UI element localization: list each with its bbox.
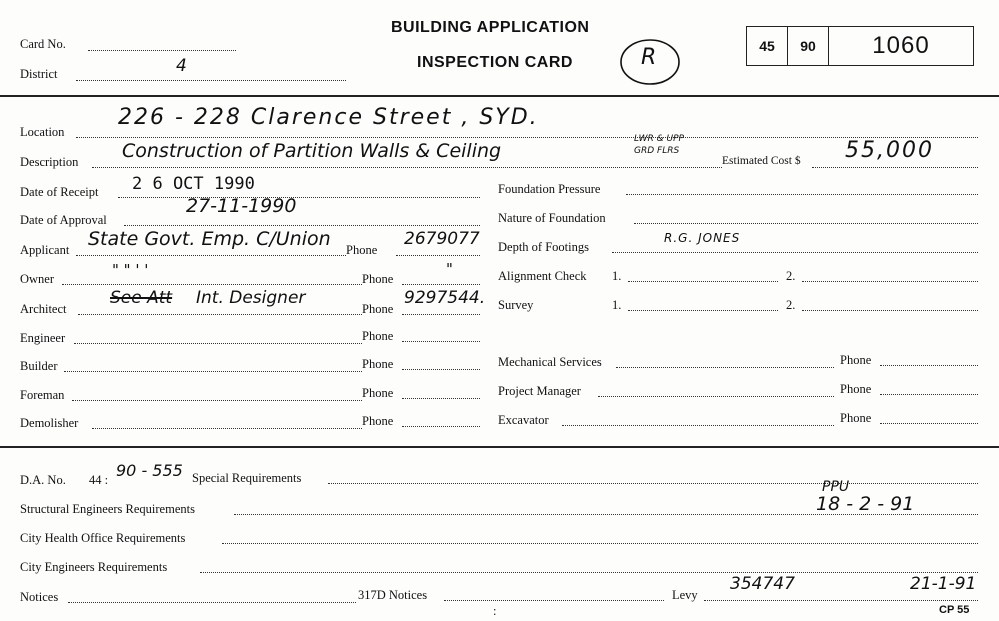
nature-of-foundation-line	[634, 223, 978, 224]
survey-line-2	[802, 310, 978, 311]
excavator-line	[562, 425, 834, 426]
estimated-cost-value: 55,000	[845, 138, 934, 163]
survey-line-1	[628, 310, 778, 311]
estimated-cost-line	[812, 167, 978, 168]
district-line	[76, 80, 346, 81]
description-label: Description	[20, 155, 79, 169]
depth-of-footings-label: Depth of Footings	[498, 240, 589, 254]
depth-of-footings-line	[612, 252, 978, 253]
colon-mark: :	[493, 604, 497, 618]
mechanical-services-phone-line	[880, 365, 978, 366]
estimated-cost-label: Estimated Cost $	[722, 155, 801, 167]
foundation-pressure-line	[626, 194, 978, 195]
project-manager-phone-line	[880, 394, 978, 395]
circled-mark-letter: R	[641, 45, 657, 70]
date-of-approval-label: Date of Approval	[20, 213, 107, 227]
city-engineers-label: City Engineers Requirements	[20, 560, 168, 574]
builder-line	[64, 371, 362, 372]
applicant-phone-line	[396, 255, 480, 256]
demolisher-line	[92, 428, 362, 429]
survey-num-2: 2.	[786, 298, 796, 312]
alignment-check-line-2	[802, 281, 978, 282]
da-prefix: 44 :	[89, 473, 109, 487]
structural-engineers-label: Structural Engineers Requirements	[20, 502, 195, 516]
ppu-note: PPU	[822, 479, 850, 495]
mechanical-services-phone-label: Phone	[840, 353, 872, 367]
architect-value: Int. Designer	[196, 288, 306, 308]
engineer-label: Engineer	[20, 331, 66, 345]
levy-label: Levy	[672, 588, 698, 602]
code-box-3: 1060	[828, 26, 974, 66]
survey-num-1: 1.	[612, 298, 622, 312]
alignment-check-num-1: 1.	[612, 269, 622, 283]
owner-phone-line	[402, 284, 480, 285]
card-no-label: Card No.	[20, 37, 66, 51]
demolisher-label: Demolisher	[20, 416, 79, 430]
location-value: 226 - 228 Clarence Street , SYD.	[118, 105, 539, 130]
lower-divider	[0, 446, 999, 448]
levy-line	[704, 600, 978, 601]
foundation-pressure-label: Foundation Pressure	[498, 182, 601, 196]
architect-phone-line	[402, 314, 480, 315]
applicant-phone-value: 2679077	[404, 229, 480, 249]
city-health-line	[222, 543, 978, 544]
levy-date: 21-1-91	[910, 574, 977, 594]
location-label: Location	[20, 125, 65, 139]
special-requirements-label: Special Requirements	[192, 471, 302, 485]
alignment-check-line-1	[628, 281, 778, 282]
excavator-phone-label: Phone	[840, 411, 872, 425]
special-requirements-line	[328, 483, 978, 484]
foreman-phone-label: Phone	[362, 386, 394, 400]
builder-label: Builder	[20, 359, 58, 373]
code-box-1: 45	[746, 26, 788, 66]
architect-label: Architect	[20, 302, 67, 316]
engineer-line	[74, 343, 362, 344]
engineer-phone-line	[402, 341, 480, 342]
depth-of-footings-value: R.G. JONES	[664, 231, 741, 245]
survey-label: Survey	[498, 298, 534, 312]
city-health-label: City Health Office Requirements	[20, 531, 186, 545]
header-divider	[0, 95, 999, 97]
date-of-receipt-label: Date of Receipt	[20, 185, 99, 199]
owner-phone-label: Phone	[362, 272, 394, 286]
notices-317d-label: 317D Notices	[358, 588, 428, 602]
owner-line	[62, 284, 362, 285]
architect-phone-value: 9297544.	[404, 288, 486, 308]
da-value: 90 - 555	[116, 461, 183, 480]
demolisher-phone-line	[402, 426, 480, 427]
description-value: Construction of Partition Walls & Ceiling	[122, 140, 502, 162]
applicant-label: Applicant	[20, 243, 70, 257]
applicant-value: State Govt. Emp. C/Union	[88, 228, 331, 250]
district-label: District	[20, 67, 58, 81]
owner-value: " " ' '	[112, 261, 149, 279]
builder-phone-label: Phone	[362, 357, 394, 371]
excavator-phone-line	[880, 423, 978, 424]
alignment-check-num-2: 2.	[786, 269, 796, 283]
card-title-line2: INSPECTION CARD	[417, 54, 573, 71]
applicant-line	[76, 255, 346, 256]
foreman-line	[72, 400, 362, 401]
project-manager-line	[598, 396, 834, 397]
alignment-check-label: Alignment Check	[498, 269, 587, 283]
foreman-label: Foreman	[20, 388, 65, 402]
demolisher-phone-label: Phone	[362, 414, 394, 428]
applicant-phone-label: Phone	[346, 243, 378, 257]
da-no-label: D.A. No.	[20, 473, 66, 487]
code-box-2: 90	[787, 26, 829, 66]
mechanical-services-label: Mechanical Services	[498, 355, 602, 369]
ppu-date: 18 - 2 - 91	[816, 493, 915, 515]
architect-phone-label: Phone	[362, 302, 394, 316]
date-of-approval-value: 27-11-1990	[186, 195, 297, 217]
engineer-phone-label: Phone	[362, 329, 394, 343]
description-line	[92, 167, 722, 168]
description-note-1: LWR & UPP	[634, 134, 684, 144]
project-manager-label: Project Manager	[498, 384, 581, 398]
date-of-approval-line	[124, 225, 480, 226]
foreman-phone-line	[402, 398, 480, 399]
form-code: CP 55	[939, 604, 970, 616]
nature-of-foundation-label: Nature of Foundation	[498, 211, 606, 225]
description-note-2: GRD FLRS	[634, 146, 680, 156]
mechanical-services-line	[616, 367, 834, 368]
levy-value: 354747	[730, 574, 795, 594]
excavator-label: Excavator	[498, 413, 549, 427]
district-value: 4	[176, 56, 187, 76]
architect-struck-value: See Att	[110, 288, 173, 308]
builder-phone-line	[402, 369, 480, 370]
project-manager-phone-label: Phone	[840, 382, 872, 396]
city-engineers-line	[200, 572, 978, 573]
notices-label: Notices	[20, 590, 59, 604]
notices-line	[68, 602, 356, 603]
architect-line	[78, 314, 362, 315]
notices-317d-line	[444, 600, 664, 601]
date-of-receipt-value: 2 6 OCT 1990	[132, 174, 255, 194]
date-of-receipt-line	[118, 197, 480, 198]
location-line	[76, 137, 978, 138]
card-title-line1: BUILDING APPLICATION	[391, 19, 590, 36]
owner-label: Owner	[20, 272, 55, 286]
card-no-line	[88, 50, 236, 51]
owner-phone-value: "	[446, 260, 453, 278]
